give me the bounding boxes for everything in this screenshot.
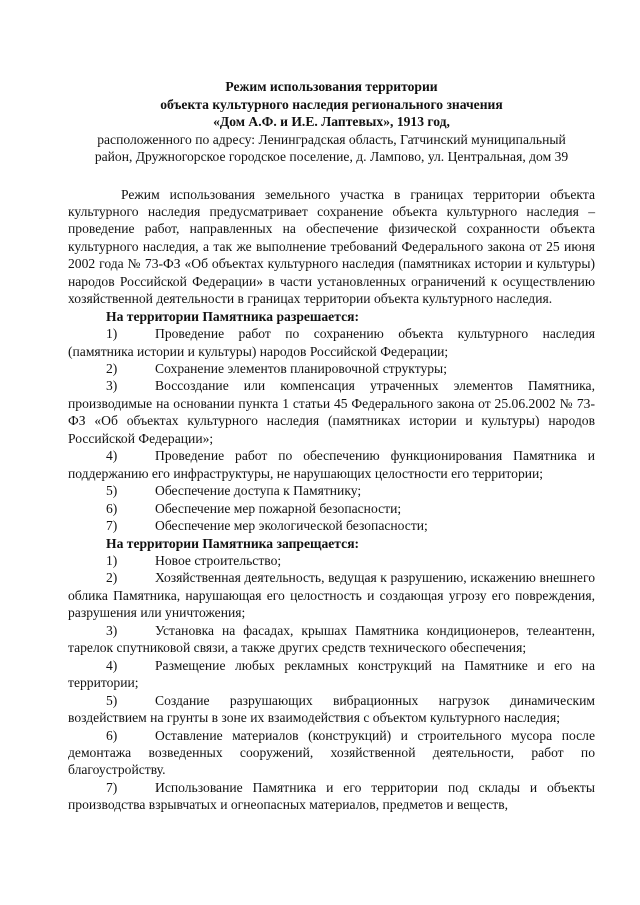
item-number: 1) xyxy=(106,553,118,569)
list-item xyxy=(68,692,595,727)
list-item xyxy=(68,517,595,534)
item-text: Обеспечение мер пожарной безопасности; xyxy=(155,500,402,516)
item-number: 6) xyxy=(106,727,118,743)
document-page xyxy=(68,78,595,814)
list-item xyxy=(68,622,595,657)
list-item xyxy=(68,779,595,814)
item-number: 3) xyxy=(106,622,118,638)
item-text: Использование Памятника и его территории под склады и объекты производства взрывчатых и огнеопасных материалов, предметов и веществ, xyxy=(68,779,595,813)
intro-paragraph: Режим использования земельного участка в границах территории объекта культурного наследия предусматривает сохранение объекта культурного наследия – проведение работ, направленных на обеспечение физической сохранности объекта культурного наследия, а так же выполнение требований Федерального закона от 25 июня 2002 года № 73-ФЗ «Об объектах культурного наследия (памятниках истории и культуры) народов Российской Федерации» в части установленных ограничений к осуществлению хозяйственной деятельности в границах территории объекта культурного наследия. xyxy=(68,186,595,307)
item-text: Проведение работ по сохранению объекта культурного наследия (памятника истории и культуры) народов Российской Федерации; xyxy=(68,326,595,359)
item-number: 6) xyxy=(106,500,118,516)
item-text: Обеспечение мер экологической безопасности; xyxy=(155,518,428,534)
forbidden-heading: На территории Памятника запрещается: xyxy=(106,535,360,551)
list-item xyxy=(68,447,595,482)
item-text: Обеспечение доступа к Памятнику; xyxy=(155,483,362,499)
item-text: Размещение любых рекламных конструкций на Памятнике и его на территории; xyxy=(68,657,595,691)
item-text: Установка на фасадах, крышах Памятника кондиционеров, телеантенн, тарелок спутниковой связи, а также других средств технического обеспечения; xyxy=(68,622,595,656)
forbidden-list xyxy=(68,552,595,814)
document-title xyxy=(68,78,595,131)
list-item xyxy=(68,552,595,569)
item-number: 2) xyxy=(106,570,118,586)
list-item xyxy=(68,500,595,517)
item-text: Создание разрушающих вибрационных нагрузок динамическим воздействием на грунты в зоне их взаимодействия с объектом культурного наследия; xyxy=(68,692,595,726)
list-item xyxy=(68,482,595,499)
item-number: 4) xyxy=(106,448,118,464)
list-item xyxy=(68,360,595,377)
item-text: Хозяйственная деятельность, ведущая к разрушению, искажению внешнего облика Памятника, нарушающая его целостность и создающая угрозу его повреждения, разрушения или уничтожения; xyxy=(68,570,595,621)
list-item xyxy=(68,569,595,621)
list-item xyxy=(68,727,595,779)
document-body xyxy=(68,186,595,814)
title-line: Режим использования территории xyxy=(225,79,438,94)
item-text: Оставление материалов (конструкций) и строительного мусора после демонтажа возведенных сооружений, хозяйственной деятельности, работ по благоустройству. xyxy=(68,727,595,778)
allowed-heading: На территории Памятника разрешается: xyxy=(106,308,359,324)
item-text: Воссоздание или компенсация утраченных элементов Памятника, производимые на основании пункта 1 статьи 45 Федерального закона от 25.06.2002 № 73-ФЗ «Об объектах культурного наследия (памятниках истории и культуры) народов Российской Федерации»; xyxy=(68,378,595,446)
item-number: 3) xyxy=(106,378,118,394)
address-line: район, Дружногорское городское поселение, д. Лампово, ул. Центральная, дом 39 xyxy=(94,149,569,164)
item-text: Новое строительство; xyxy=(155,553,282,569)
item-text: Проведение работ по обеспечению функционирования Памятника и поддержанию его инфраструктуры, не нарушающих целостности его территории; xyxy=(68,448,595,481)
item-number: 5) xyxy=(106,692,118,708)
item-number: 5) xyxy=(106,483,118,499)
item-number: 2) xyxy=(106,361,118,377)
item-text: Сохранение элементов планировочной структуры; xyxy=(155,361,447,377)
allowed-list xyxy=(68,325,595,534)
list-item xyxy=(68,657,595,692)
address-line: расположенного по адресу: Ленинградская область, Гатчинский муниципальный xyxy=(97,131,566,147)
document-address xyxy=(68,131,595,166)
item-number: 4) xyxy=(106,657,118,673)
title-line: «Дом А.Ф. и И.Е. Лаптевых», 1913 год, xyxy=(213,114,450,129)
list-item xyxy=(68,377,595,447)
title-line: объекта культурного наследия регионального значения xyxy=(160,96,503,112)
list-item xyxy=(68,325,595,360)
item-number: 1) xyxy=(106,326,118,342)
item-number: 7) xyxy=(106,779,118,795)
item-number: 7) xyxy=(106,518,118,534)
